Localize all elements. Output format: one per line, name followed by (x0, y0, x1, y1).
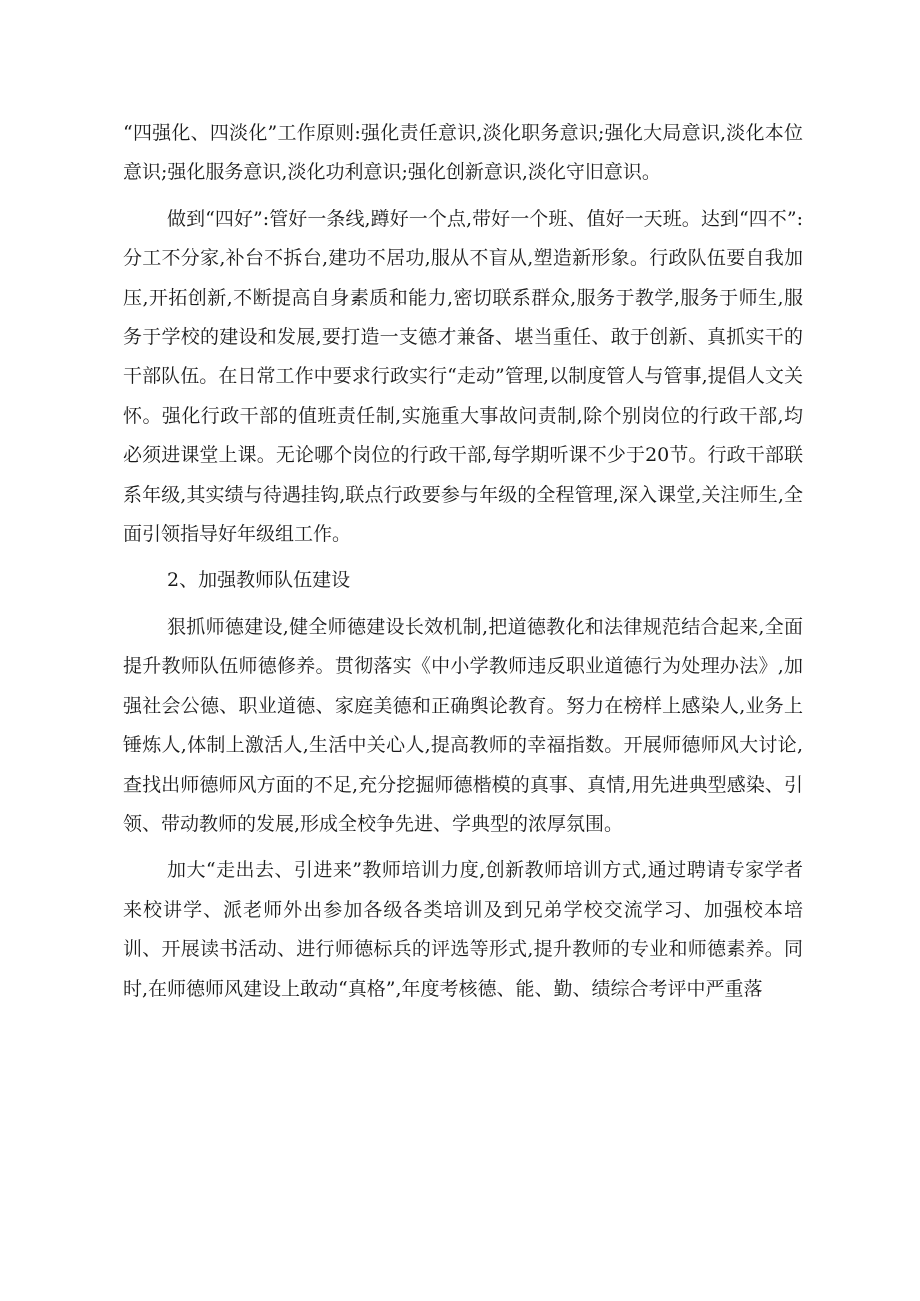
paragraph-teacher-training: 加大“走出去、引进来”教师培训力度,创新教师培训方式,通过聘请专家学者来校讲学、派老师外出参加各级各类培训及到兄弟学校交流学习、加强校本培训、开展读书活动、进行师德标兵的评选等形式,提升教师的专业和师德素养。同时,在师德师风建设上敢动“真格”,年度考核德、能、勤、绩综合考评中严重落 (123, 859, 803, 1000)
paragraph-four-goods: 做到“四好”:管好一条线,蹲好一个点,带好一个班、值好一天班。达到“四不”:分工不分家,补台不拆台,建功不居功,服从不盲从,塑造新形象。行政队伍要自我加压,开拓创新,不断提高自身素质和能力,密切联系群众,服务于教学,服务于师生,服务于学校的建设和发展,要打造一支德才兼备、堪当重任、敢于创新、真抓实干的干部队伍。在日常工作中要求行政实行“走动”管理,以制度管人与管事,提倡人文关怀。强化行政干部的值班责任制,实施重大事故问责制,除个别岗位的行政干部,均必须进课堂上课。无论哪个岗位的行政干部,每学期听课不少于20节。行政干部联系年级,其实绩与待遇挂钩,联点行政要参与年级的全程管理,深入课堂,关注师生,全面引领指导好年级组工作。 (123, 207, 803, 546)
document-body (123, 114, 803, 1009)
paragraph-principles: “四强化、四淡化”工作原则:强化责任意识,淡化职务意识;强化大局意识,淡化本位意识;强化服务意识,淡化功利意识;强化创新意识,淡化守旧意识。 (123, 122, 803, 184)
section-heading-teacher-team: 2、加强教师队伍建设 (167, 569, 351, 592)
paragraph-teacher-ethics: 狠抓师德建设,健全师德建设长效机制,把道德教化和法律规范结合起来,全面提升教师队伍师德修养。贯彻落实《中小学教师违反职业道德行为处理办法》,加强社会公德、职业道德、家庭美德和正确舆论教育。努力在榜样上感染人,业务上锤炼人,体制上激活人,生活中关心人,提高教师的幸福指数。开展师德师风大讨论,查找出师德师风方面的不足,充分挖掘师德楷模的真事、真情,用先进典型感染、引领、带动教师的发展,形成全校争先进、学典型的浓厚氛围。 (123, 615, 803, 835)
